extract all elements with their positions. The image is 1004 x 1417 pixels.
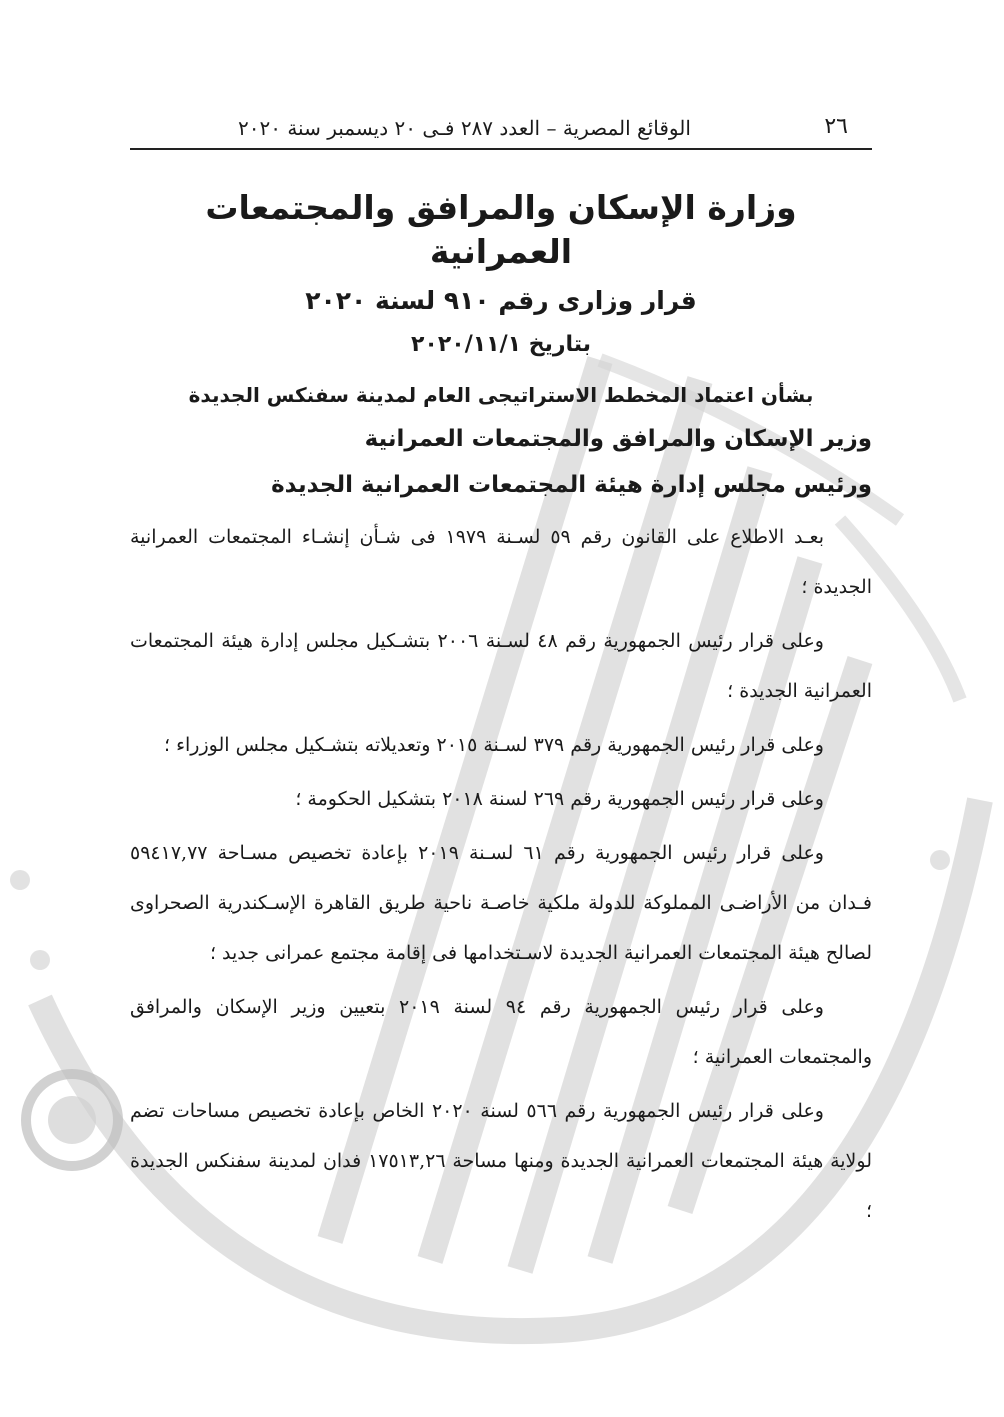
preamble-paragraph: وعلى قرار رئيس الجمهورية رقم ٢٦٩ لسنة ٢٠١٨ بتشكيل الحكومة ؛ [295, 788, 824, 810]
signatory-line-1: وزير الإسكان والمرافق والمجتمعات العمرانية [364, 426, 872, 452]
ministry-title: وزارة الإسكان والمرافق والمجتمعات العمرانية [205, 188, 797, 271]
preamble-paragraph: وعلى قرار رئيس الجمهورية رقم ٣٧٩ لسـنة ٢٠١٥ وتعديلاته بتشـكيل مجلس الوزراء ؛ [164, 734, 824, 756]
decree-date: بتاريخ ٢٠٢٠/١١/١ [410, 332, 592, 357]
page-content [130, 108, 872, 1240]
preamble-paragraph: وعلى قرار رئيس الجمهورية رقم ٥٦٦ لسنة ٢٠٢٠ الخاص بإعادة تخصيص مساحات تضم لولاية هيئة المجتمعات العمرانية الجديدة ومنها مساحة ١٧٥١٣,٢٦ فدان لمدينة سفنكس الجديدة ؛ [130, 1100, 872, 1222]
preamble-paragraph: وعلى قرار رئيس الجمهورية رقم ٦١ لسـنة ٢٠١٩ بإعادة تخصيص مسـاحة ٥٩٤١٧,٧٧ فـدان من الأراضـى المملوكة للدولة ملكية خاصـة ناحية طريق القاهرة الإسـكندرية الصحراوى لصالح هيئة المجتمعات العمرانية الجديدة لاسـتخدامها فى إقامة مجتمع عمرانى جديد ؛ [130, 842, 872, 964]
title-block [130, 186, 872, 410]
page-header [130, 108, 872, 150]
signatory-block [130, 416, 872, 508]
preamble [130, 512, 872, 1236]
signatory-line-2: ورئيس مجلس إدارة هيئة المجتمعات العمرانية الجديدة [271, 472, 872, 498]
page-number: ٢٦ [824, 114, 848, 139]
preamble-paragraph: بعـد الاطلاع على القانون رقم ٥٩ لسـنة ١٩٧٩ فى شـأن إنشـاء المجتمعات العمرانية الجديدة ؛ [130, 526, 872, 598]
preamble-paragraph: وعلى قرار رئيس الجمهورية رقم ٤٨ لسـنة ٢٠٠٦ بتشـكيل مجلس إدارة هيئة المجتمعات العمرانية الجديدة ؛ [130, 630, 872, 702]
running-head: الوقائع المصرية – العدد ٢٨٧ فـى ٢٠ ديسمبر سنة ٢٠٢٠ [238, 116, 691, 140]
preamble-paragraph: وعلى قرار رئيس الجمهورية رقم ٩٤ لسنة ٢٠١٩ بتعيين وزير الإسكان والمرافق والمجتمعات العمرانية ؛ [130, 996, 872, 1068]
decree-subject: بشأن اعتماد المخطط الاستراتيجى العام لمدينة سفنكس الجديدة [188, 383, 814, 407]
decree-title: قرار وزارى رقم ٩١٠ لسنة ٢٠٢٠ [305, 286, 697, 315]
